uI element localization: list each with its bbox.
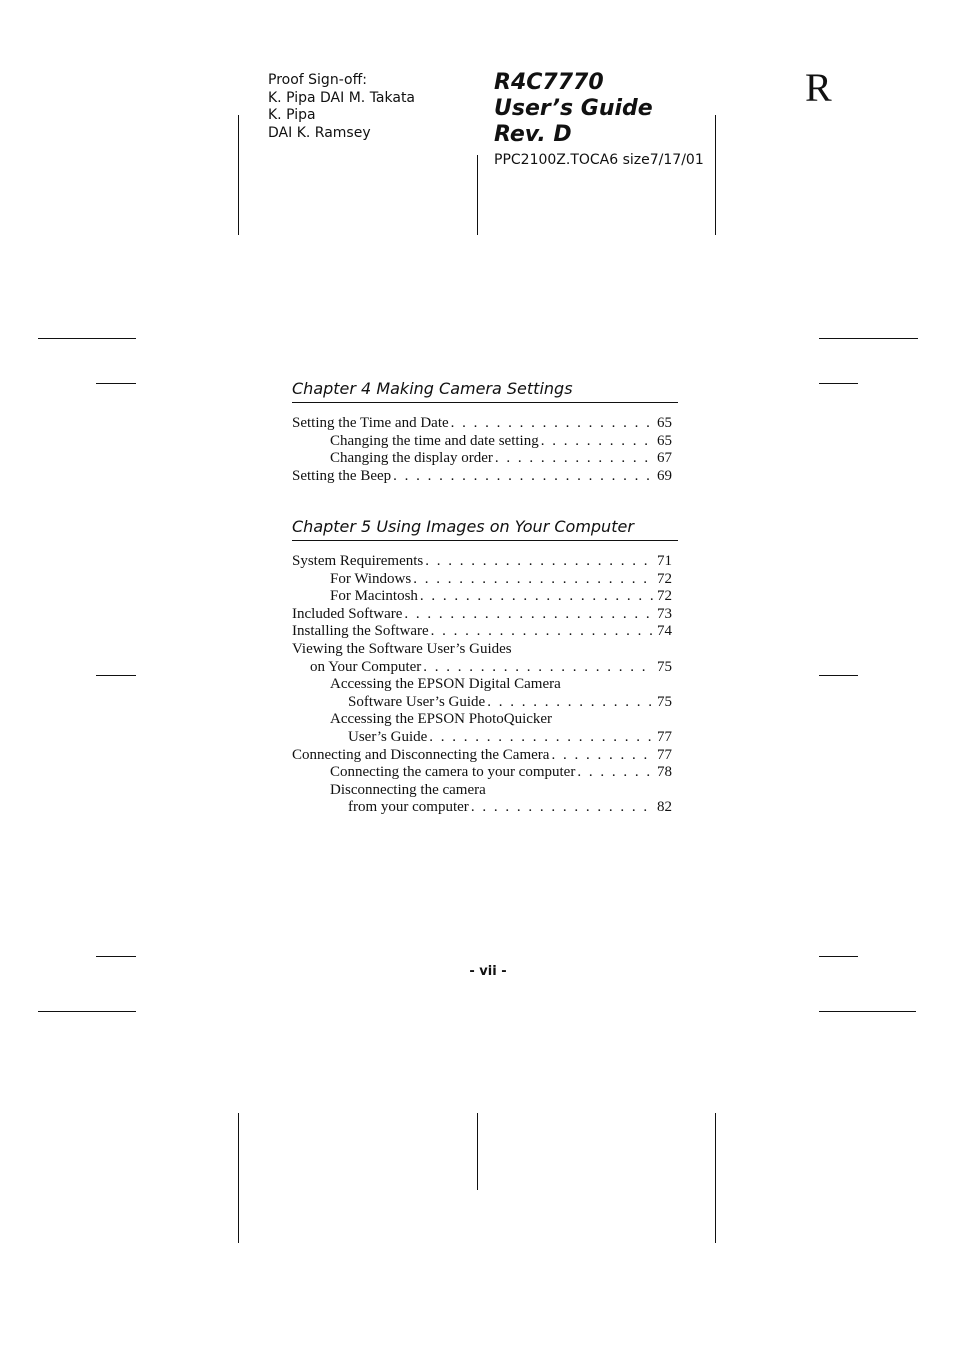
toc-entry bbox=[292, 764, 672, 782]
toc-entry-page: 71 bbox=[657, 553, 672, 569]
trim-mark bbox=[819, 383, 858, 384]
title-line: User’s Guide bbox=[494, 96, 653, 121]
toc-leader-dots bbox=[471, 799, 654, 817]
toc-entry bbox=[292, 468, 672, 486]
toc-entry-title: Connecting the camera to your computer bbox=[330, 764, 576, 781]
toc-entry-page: 75 bbox=[657, 693, 672, 710]
trim-mark bbox=[819, 956, 858, 957]
toc-entry-title: Connecting and Disconnecting the Camera bbox=[292, 746, 550, 763]
toc-entry bbox=[292, 415, 672, 433]
toc-entry-title: Viewing the Software User’s Guides bbox=[292, 640, 512, 657]
trim-mark bbox=[38, 1011, 136, 1012]
toc-entry bbox=[292, 729, 672, 747]
toc-entry bbox=[292, 553, 672, 571]
toc-entry bbox=[292, 676, 672, 694]
toc-leader-dots bbox=[413, 571, 654, 589]
toc-entry-title: Setting the Beep bbox=[292, 467, 392, 484]
toc-entry-title: Changing the time and date setting bbox=[330, 432, 539, 449]
toc-entry-title: Accessing the EPSON Digital Camera bbox=[330, 676, 561, 693]
toc-entry-title: Setting the Time and Date bbox=[292, 415, 449, 431]
signoff-line: K. Pipa bbox=[268, 107, 316, 123]
toc-entry-title: Software User’s Guide bbox=[348, 693, 486, 710]
toc-entry-page: 72 bbox=[657, 588, 672, 605]
toc-leader-dots bbox=[541, 433, 654, 451]
toc-leader-dots bbox=[393, 468, 654, 486]
toc-entry-page: 82 bbox=[657, 799, 672, 816]
trim-mark bbox=[38, 338, 136, 339]
registration-mark: R bbox=[805, 65, 832, 110]
toc-entry bbox=[292, 799, 672, 817]
toc-entry bbox=[292, 606, 672, 624]
toc-entry-title: from your computer bbox=[348, 799, 469, 816]
toc-entry bbox=[292, 659, 672, 677]
signoff-line: K. Pipa DAI M. Takata bbox=[268, 89, 416, 106]
toc-entry-title: Installing the Software bbox=[292, 623, 429, 640]
title-line: R4C7770 bbox=[494, 70, 604, 95]
toc-list bbox=[292, 553, 672, 817]
trim-mark bbox=[819, 1011, 916, 1012]
crop-line bbox=[477, 155, 478, 235]
toc-entry-title: For Windows bbox=[330, 570, 412, 587]
toc-entry bbox=[292, 450, 672, 468]
page-number: - vii - bbox=[469, 964, 507, 979]
toc-entry-title: User’s Guide bbox=[348, 728, 428, 745]
chapter-heading: Chapter 5 Using Images on Your Computer bbox=[292, 517, 678, 541]
toc-leader-dots bbox=[487, 694, 654, 712]
toc-entry-title: on Your Computer bbox=[310, 658, 422, 675]
toc-entry-page: 78 bbox=[657, 764, 672, 781]
trim-mark bbox=[96, 383, 136, 384]
toc-entry-page: 77 bbox=[657, 746, 672, 763]
document-title bbox=[494, 70, 653, 148]
crop-line bbox=[477, 1113, 478, 1190]
toc-leader-dots bbox=[423, 659, 654, 677]
toc-entry bbox=[292, 571, 672, 589]
chapter-heading: Chapter 4 Making Camera Settings bbox=[292, 379, 678, 403]
toc-entry bbox=[292, 711, 672, 729]
toc-leader-dots bbox=[404, 606, 654, 624]
trim-mark bbox=[96, 956, 136, 957]
toc-leader-dots bbox=[577, 764, 654, 782]
crop-line bbox=[238, 115, 239, 235]
toc-leader-dots bbox=[495, 450, 654, 468]
crop-line bbox=[715, 1113, 716, 1243]
signoff-line: Proof Sign-off: bbox=[268, 72, 367, 88]
toc-list bbox=[292, 415, 672, 485]
toc-entry-page: 65 bbox=[657, 432, 672, 449]
toc-leader-dots bbox=[431, 623, 654, 641]
toc-entry bbox=[292, 694, 672, 712]
toc-leader-dots bbox=[429, 729, 654, 747]
title-line: Rev. D bbox=[494, 122, 572, 147]
toc-entry bbox=[292, 747, 672, 765]
toc-entry-title: Disconnecting the camera bbox=[330, 781, 486, 798]
toc-leader-dots bbox=[451, 415, 654, 433]
file-info: PPC2100Z.TOCA6 size7/17/01 bbox=[494, 152, 704, 168]
toc-entry bbox=[292, 433, 672, 451]
crop-line bbox=[238, 1113, 239, 1243]
toc-entry-title: Accessing the EPSON PhotoQuicker bbox=[330, 711, 553, 728]
toc-entry-page: 67 bbox=[657, 450, 672, 467]
toc-entry-title: For Macintosh bbox=[330, 588, 418, 605]
toc-entry-title: Changing the display order bbox=[330, 450, 493, 467]
toc-entry-page: 73 bbox=[657, 605, 672, 622]
toc-entry-title: Included Software bbox=[292, 605, 403, 622]
toc-leader-dots bbox=[425, 553, 654, 571]
toc-entry bbox=[292, 623, 672, 641]
toc-entry bbox=[292, 641, 672, 659]
toc-entry-page: 75 bbox=[657, 658, 672, 675]
trim-mark bbox=[96, 675, 136, 676]
trim-mark bbox=[819, 675, 858, 676]
toc-leader-dots bbox=[551, 747, 654, 765]
toc-entry-page: 69 bbox=[657, 467, 672, 484]
proof-signoff-block bbox=[268, 72, 415, 142]
toc-entry bbox=[292, 782, 672, 800]
toc-entry bbox=[292, 588, 672, 606]
trim-mark bbox=[819, 338, 918, 339]
toc-entry-page: 65 bbox=[657, 415, 672, 431]
crop-line bbox=[715, 115, 716, 235]
toc-leader-dots bbox=[420, 588, 654, 606]
toc-entry-page: 74 bbox=[657, 623, 672, 640]
toc-entry-page: 72 bbox=[657, 570, 672, 587]
toc-entry-title: System Requirements bbox=[292, 553, 424, 569]
toc-entry-page: 77 bbox=[657, 728, 672, 745]
signoff-line: DAI K. Ramsey bbox=[268, 124, 371, 141]
